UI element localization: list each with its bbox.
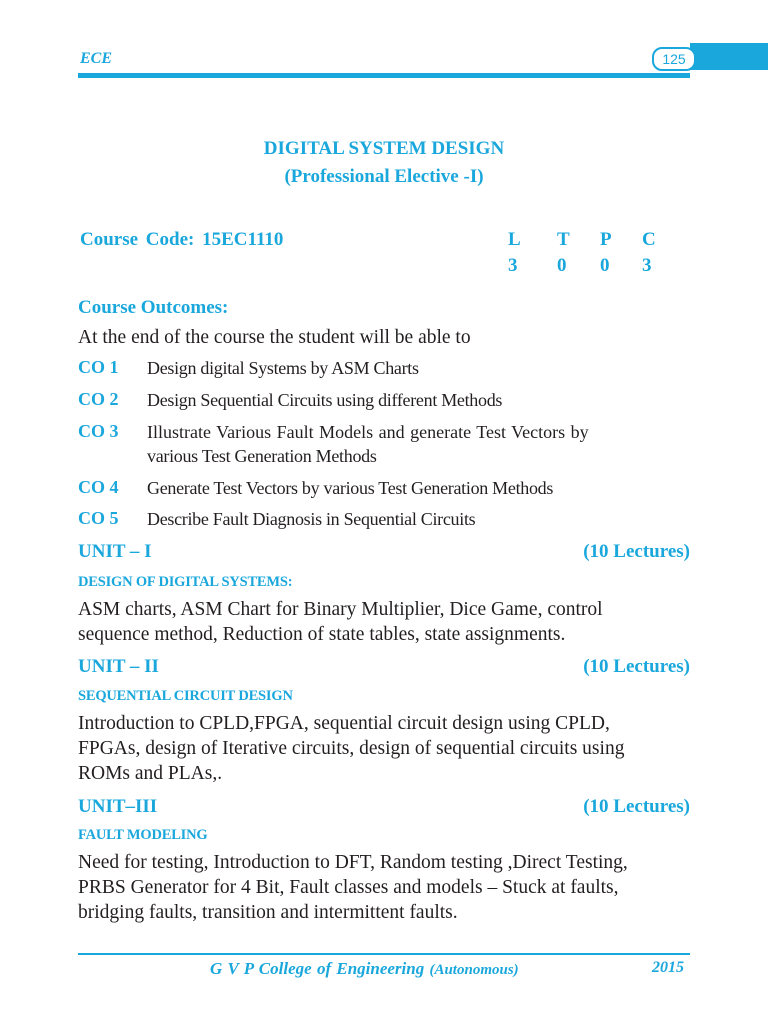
ltpc-label-l: L — [508, 229, 521, 250]
co-label: CO 2 — [78, 389, 119, 409]
co-label: CO 4 — [78, 477, 119, 497]
ltpc-label-t: T — [557, 229, 570, 250]
co-text: Design Sequential Circuits using different Methods — [147, 390, 503, 410]
unit-content-line: PRBS Generator for 4 Bit, Fault classes and models – Stuck at faults, — [78, 877, 619, 898]
unit-content-line: Need for testing, Introduction to DFT, Random testing ,Direct Testing, — [78, 852, 628, 873]
unit-title: UNIT–III — [78, 796, 158, 817]
ltpc-value-l: 3 — [508, 255, 518, 276]
outcomes-heading: Course Outcomes: — [78, 297, 229, 318]
co-label: CO 3 — [78, 421, 119, 441]
unit-content-line: sequence method, Reduction of state tables, state assignments. — [78, 624, 566, 645]
co-text-continued: various Test Generation Methods — [147, 446, 377, 466]
department-label: ECE — [80, 50, 113, 67]
college-name: G V P College of Engineering — [210, 959, 425, 978]
footer-rule — [78, 953, 690, 955]
course-title: DIGITAL SYSTEM DESIGN — [263, 138, 505, 159]
unit-title: UNIT – II — [78, 656, 159, 677]
unit-subheading: DESIGN OF DIGITAL SYSTEMS: — [78, 574, 293, 590]
footer-college — [210, 959, 519, 979]
co-text: Design digital Systems by ASM Charts — [147, 358, 419, 378]
course-code: Course Code: 15EC1110 — [80, 229, 284, 250]
ltpc-value-t: 0 — [557, 255, 567, 276]
autonomous-label: (Autonomous) — [429, 962, 519, 978]
unit-title: UNIT – I — [78, 541, 152, 562]
co-text: Describe Fault Diagnosis in Sequential Circuits — [147, 509, 476, 529]
course-subtitle: (Professional Elective -I) — [284, 166, 484, 187]
outcomes-intro: At the end of the course the student will be able to — [78, 327, 471, 348]
unit-lectures: (10 Lectures) — [583, 796, 690, 817]
header-tab-bar — [690, 43, 768, 70]
unit-content-line: FPGAs, design of Iterative circuits, design of sequential circuits using — [78, 738, 625, 759]
co-label: CO 1 — [78, 357, 119, 377]
unit-content-line: ASM charts, ASM Chart for Binary Multiplier, Dice Game, control — [78, 599, 603, 620]
unit-content-line: bridging faults, transition and intermittent faults. — [78, 902, 458, 923]
unit-lectures: (10 Lectures) — [583, 541, 690, 562]
unit-subheading: FAULT MODELING — [78, 827, 208, 843]
ltpc-value-p: 0 — [600, 255, 610, 276]
ltpc-label-c: C — [642, 229, 656, 250]
unit-content-line: ROMs and PLAs,. — [78, 763, 223, 784]
unit-lectures: (10 Lectures) — [583, 656, 690, 677]
unit-subheading: SEQUENTIAL CIRCUIT DESIGN — [78, 688, 293, 704]
co-text: Illustrate Various Fault Models and generate Test Vectors by — [147, 422, 589, 442]
ltpc-label-p: P — [600, 229, 612, 250]
unit-content-line: Introduction to CPLD,FPGA, sequential circuit design using CPLD, — [78, 713, 610, 734]
header-rule — [78, 73, 690, 78]
co-text: Generate Test Vectors by various Test Generation Methods — [147, 478, 554, 498]
ltpc-value-c: 3 — [642, 255, 652, 276]
co-label: CO 5 — [78, 508, 119, 528]
page-number: 125 — [652, 47, 696, 71]
footer-year: 2015 — [652, 959, 684, 976]
